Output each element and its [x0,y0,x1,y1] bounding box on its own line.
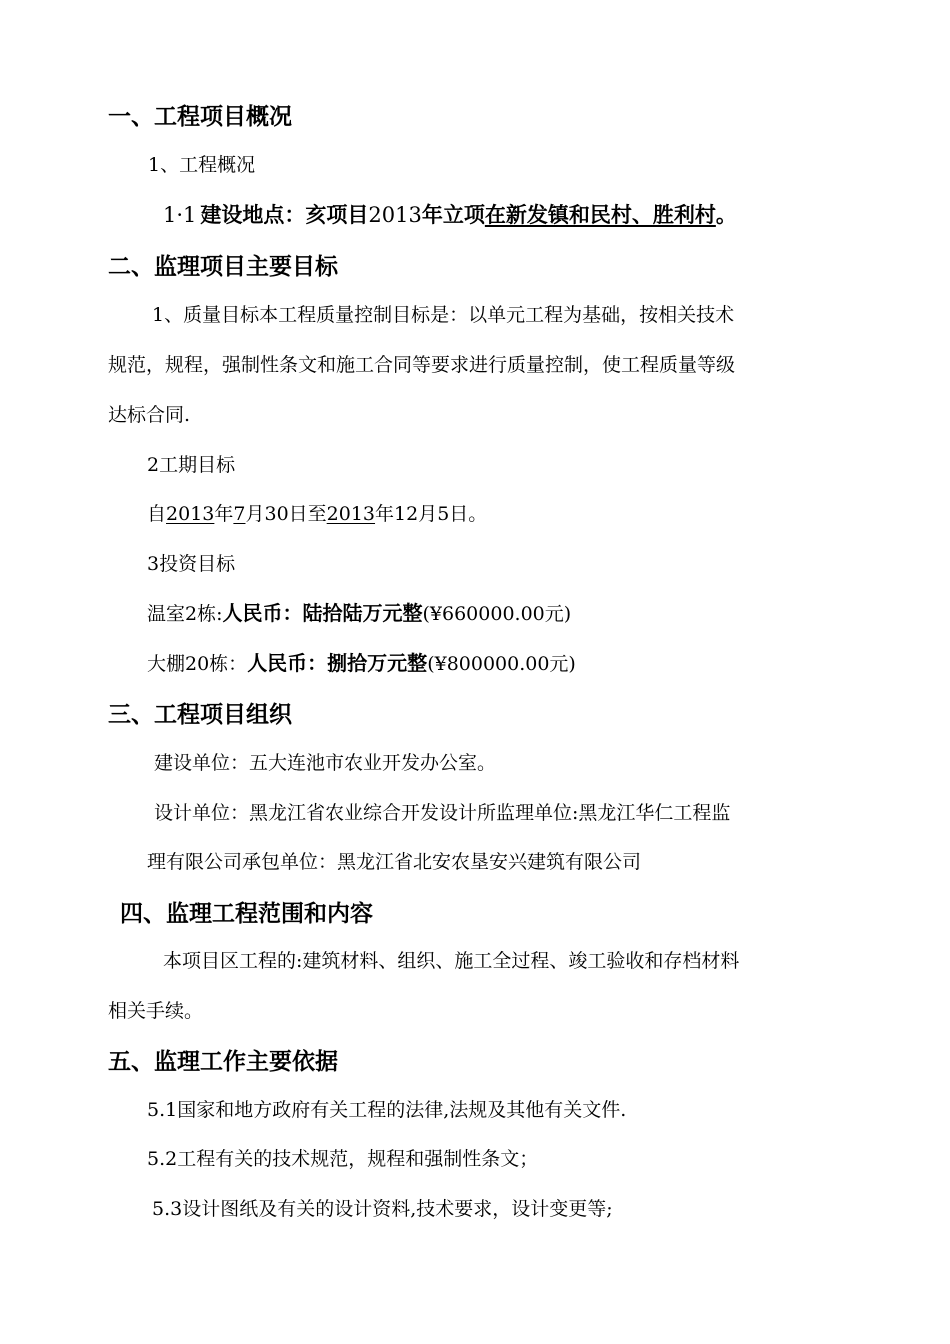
location-number: 1·1 [163,203,197,227]
org-construction-unit: 建设单位：五大连池市农业开发办公室。 [154,752,497,774]
location-mid: 年立项 [421,203,485,227]
schedule-start-year: 2013 [166,503,215,525]
schedule-dates [147,499,487,526]
section-heading-3: 三、工程项目组织 [108,702,292,728]
basis-item-1: 5.1国家和地方政府有关工程的法律,法规及其他有关文件. [147,1099,627,1121]
quality-target-line1: 1、质量目标本工程质量控制目标是：以单元工程为基础，按相关技术 [152,304,735,326]
section-heading-4: 四、监理工程范围和内容 [120,901,373,927]
org-design-unit: 设计单位：黑龙江省农业综合开发设计所监理单位:黑龙江华仁工程监 [154,802,731,824]
investment1-amount-words: 人民币：陆拾陆万元整 [222,601,423,625]
section-heading-2: 二、监理项目主要目标 [108,254,338,280]
investment2-prefix: 大棚20栋： [147,653,248,675]
quality-target-line2: 规范，规程，强制性条文和施工合同等要求进行质量控制，使工程质量等级 [108,354,736,376]
location-line [163,199,737,229]
scope-line1: 本项目区工程的:建筑材料、组织、施工全过程、竣工验收和存档材料 [163,950,740,972]
subheading-project-overview: 1、工程概况 [148,154,256,176]
investment-target-label: 3投资目标 [147,553,236,575]
schedule-text-3: 年12月5日。 [375,503,488,525]
investment1-amount: (¥660000.00元) [422,603,572,625]
basis-item-3: 5.3设计图纸及有关的设计资料,技术要求，设计变更等; [152,1198,613,1220]
schedule-text-1: 年 [214,503,234,525]
location-place: 在新发镇和民村、胜利村 [484,203,716,227]
schedule-text-2: 月30日至 [245,503,327,525]
investment-greenhouse [147,597,571,626]
location-label: 建设地点：亥项目 [200,203,369,227]
basis-item-2: 5.2工程有关的技术规范，规程和强制性条文； [147,1148,539,1170]
schedule-prefix: 自 [147,503,167,525]
investment2-amount-words: 人民币：捌拾万元整 [247,651,428,675]
section-heading-5: 五、监理工作主要依据 [108,1049,338,1075]
investment2-amount: (¥800000.00元) [427,653,576,675]
investment1-prefix: 温室2栋: [147,603,223,625]
org-contractor-unit: 理有限公司承包单位：黑龙江省北安农垦安兴建筑有限公司 [147,851,642,873]
schedule-target-label: 2工期目标 [147,454,236,476]
scope-line2: 相关手续。 [108,1000,204,1022]
schedule-start-month: 7 [233,503,246,525]
location-end: 。 [715,203,737,227]
section-heading-1: 一、工程项目概况 [108,104,292,130]
quality-target-line3: 达标合同. [108,404,191,426]
schedule-end-year: 2013 [326,503,376,525]
location-year: 2013 [368,203,422,227]
investment-shed [147,647,576,676]
